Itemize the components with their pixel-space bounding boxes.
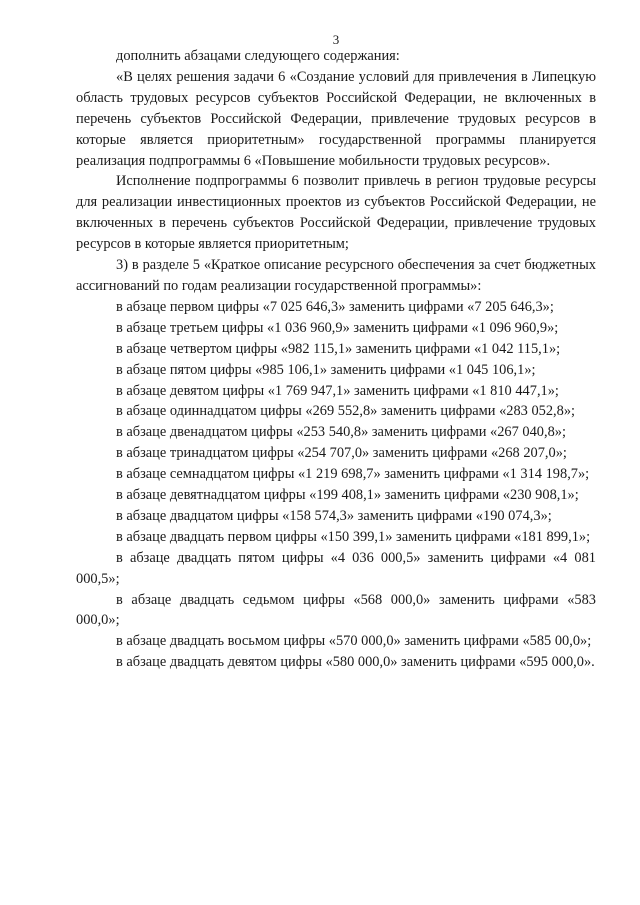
paragraph-task-6: «В целях решения задачи 6 «Создание условий для привлечения в Липецкую область трудовых ресурсов субъектов Российской Федерации, не включенных в перечень субъектов Российской Федерации, привлечение трудовых ресурсов в которые является приоритетным» государственной программы планируется реализация подпрограммы 6 «Повышение мобильности трудовых ресурсов». <box>76 68 596 169</box>
page-number: 3 <box>332 32 340 47</box>
document-body <box>76 46 596 673</box>
paragraph-intro: дополнить абзацами следующего содержания: <box>116 48 400 64</box>
amendment-item: в абзаце двадцатом цифры «158 574,3» заменить цифрами «190 074,3»; <box>116 507 552 524</box>
amendment-item: в абзаце двенадцатом цифры «253 540,8» заменить цифрами «267 040,8»; <box>116 424 566 441</box>
amendment-item: в абзаце двадцать седьмом цифры «568 000,0» заменить цифрами «583 000,0»; <box>76 591 596 629</box>
amendment-item: в абзаце первом цифры «7 025 646,3» заменить цифрами «7 205 646,3»; <box>116 298 554 315</box>
amendment-item: в абзаце двадцать пятом цифры «4 036 000,5» заменить цифрами «4 081 000,5»; <box>76 549 596 587</box>
amendment-item: в абзаце двадцать восьмом цифры «570 000,0» заменить цифрами «585 00,0»; <box>116 633 592 650</box>
amendment-item: в абзаце одиннадцатом цифры «269 552,8» заменить цифрами «283 052,8»; <box>116 403 576 420</box>
amendment-item: в абзаце третьем цифры «1 036 960,9» заменить цифрами «1 096 960,9»; <box>116 319 559 336</box>
amendment-item: в абзаце девятнадцатом цифры «199 408,1» заменить цифрами «230 908,1»; <box>116 487 579 504</box>
paragraph-subprogram-6: Исполнение подпрограммы 6 позволит привлечь в регион трудовые ресурсы для реализации инвестиционных проектов из субъектов Российской Федерации, не включенных в перечень субъектов Российской Федерации, привлечение трудовых ресурсов в которые является приоритетным; <box>76 173 596 253</box>
amendment-item: в абзаце тринадцатом цифры «254 707,0» заменить цифрами «268 207,0»; <box>116 445 567 462</box>
amendment-item: в абзаце двадцать девятом цифры «580 000,0» заменить цифрами «595 000,0». <box>116 654 595 671</box>
amendment-item: в абзаце семнадцатом цифры «1 219 698,7» заменить цифрами «1 314 198,7»; <box>116 466 590 483</box>
amendment-item: в абзаце четвертом цифры «982 115,1» заменить цифрами «1 042 115,1»; <box>116 340 561 357</box>
paragraph-section-5: 3) в разделе 5 «Краткое описание ресурсного обеспечения за счет бюджетных ассигнований по годам реализации государственной программы»: <box>76 257 596 294</box>
amendment-item: в абзаце пятом цифры «985 106,1» заменить цифрами «1 045 106,1»; <box>116 361 536 378</box>
amendment-item: в абзаце девятом цифры «1 769 947,1» заменить цифрами «1 810 447,1»; <box>116 382 559 399</box>
amendment-item: в абзаце двадцать первом цифры «150 399,1» заменить цифрами «181 899,1»; <box>116 528 591 545</box>
